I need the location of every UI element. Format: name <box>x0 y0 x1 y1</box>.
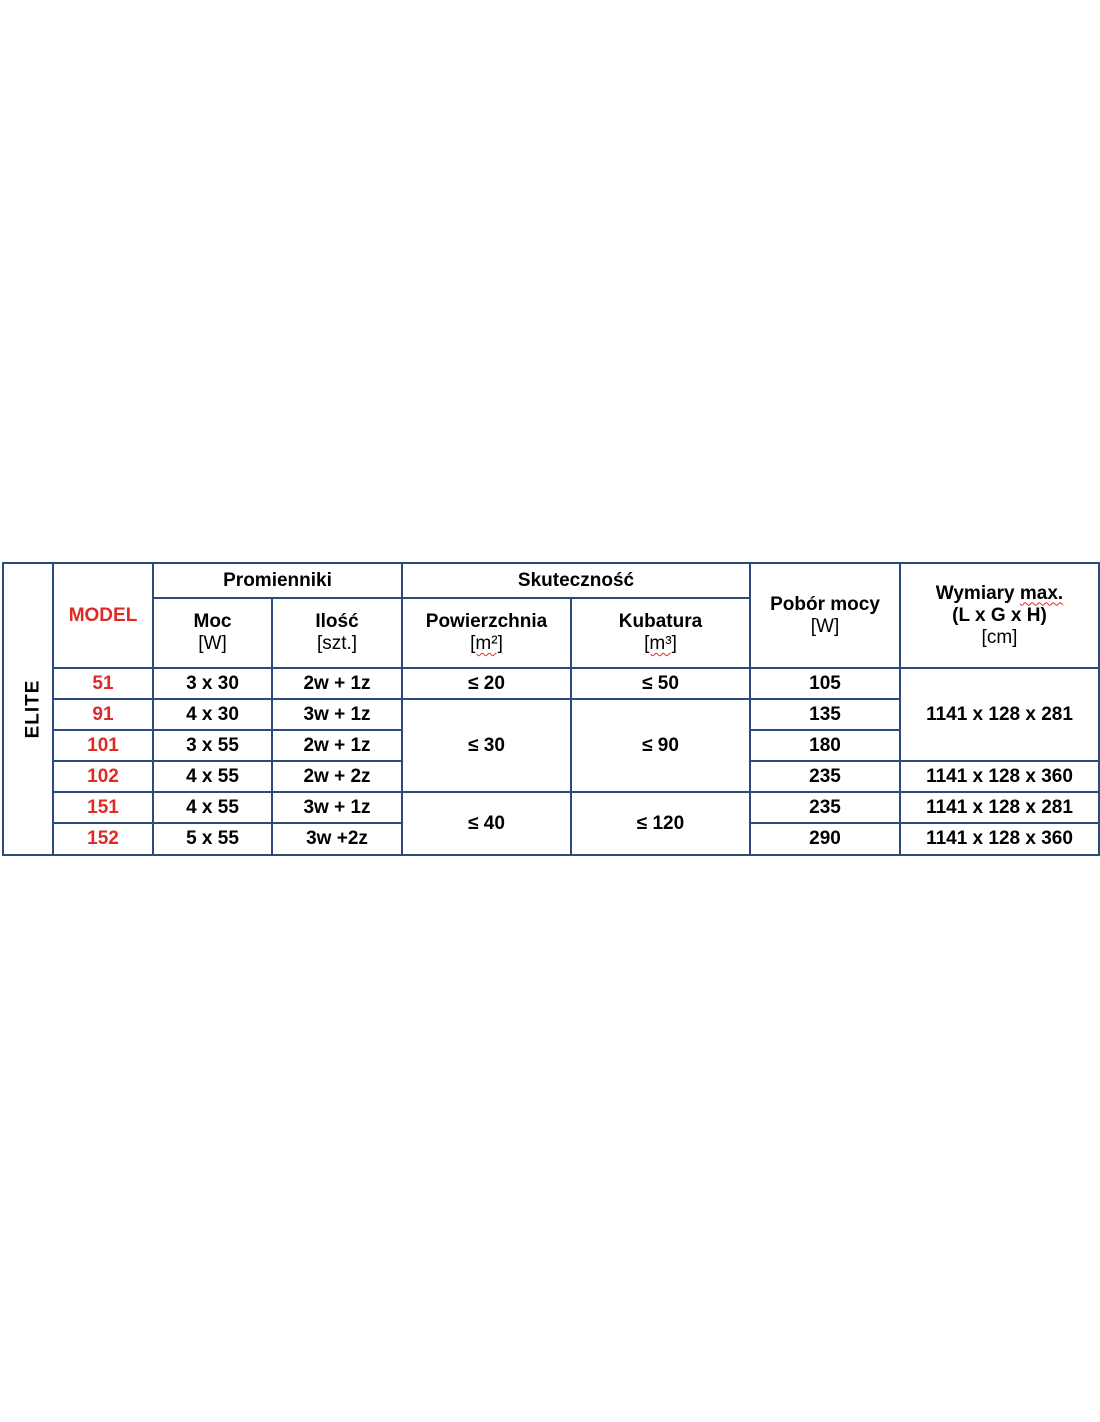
moc-header-unit: [W] <box>198 633 227 654</box>
promienniki-header: Promienniki <box>153 563 402 598</box>
model-cell: 152 <box>53 823 153 855</box>
pobor-header-unit: [W] <box>810 615 840 637</box>
moc-header-name: Moc <box>193 611 232 632</box>
elite-spec-table-wrapper <box>2 562 1098 856</box>
model-header: MODEL <box>68 604 138 626</box>
ilosc-header-name: Ilość <box>315 611 359 632</box>
powierzchnia-header-cell <box>402 598 571 668</box>
pobor-cell: 135 <box>750 699 900 730</box>
kubatura-cell: ≤ 90 <box>571 699 750 792</box>
powierzchnia-header-name: Powierzchnia <box>425 611 548 632</box>
wymiary-header-unit: [cm] <box>981 626 1018 648</box>
ilosc-cell: 3w +2z <box>272 823 402 855</box>
model-cell: 51 <box>53 668 153 699</box>
model-header-cell <box>53 563 153 668</box>
ilosc-cell: 3w + 1z <box>272 699 402 730</box>
moc-cell: 4 x 30 <box>153 699 272 730</box>
ilosc-cell: 2w + 1z <box>272 730 402 761</box>
powierzchnia-cell: ≤ 20 <box>402 668 571 699</box>
powierzchnia-cell: ≤ 30 <box>402 699 571 792</box>
wymiary-header-cell <box>900 563 1099 668</box>
moc-cell: 3 x 30 <box>153 668 272 699</box>
wymiary-cell: 1141 x 128 x 281 <box>900 668 1099 761</box>
moc-cell: 5 x 55 <box>153 823 272 855</box>
table-row <box>3 792 1099 823</box>
header-row-1 <box>3 563 1099 598</box>
skutecznosc-header: Skuteczność <box>402 563 750 598</box>
wymiary-header-name: Wymiary max. <box>935 582 1064 604</box>
model-cell: 102 <box>53 761 153 792</box>
kubatura-header-unit: [m³] <box>644 633 677 654</box>
series-label-cell <box>3 563 53 855</box>
ilosc-header-unit: [szt.] <box>316 633 358 654</box>
powierzchnia-cell: ≤ 40 <box>402 792 571 855</box>
wymiary-cell: 1141 x 128 x 360 <box>900 761 1099 792</box>
wymiary-header-sub: (L x G x H) <box>952 604 1047 626</box>
ilosc-cell: 2w + 1z <box>272 668 402 699</box>
moc-cell: 4 x 55 <box>153 761 272 792</box>
pobor-cell: 180 <box>750 730 900 761</box>
ilosc-header-cell <box>272 598 402 668</box>
series-label: ELITE <box>22 679 44 739</box>
table-row <box>3 668 1099 699</box>
model-cell: 91 <box>53 699 153 730</box>
kubatura-header-name: Kubatura <box>618 611 703 632</box>
model-cell: 101 <box>53 730 153 761</box>
wymiary-cell: 1141 x 128 x 360 <box>900 823 1099 855</box>
pobor-cell: 105 <box>750 668 900 699</box>
moc-cell: 3 x 55 <box>153 730 272 761</box>
kubatura-cell: ≤ 50 <box>571 668 750 699</box>
pobor-header-cell <box>750 563 900 668</box>
moc-cell: 4 x 55 <box>153 792 272 823</box>
wymiary-header-max: max. <box>1019 582 1064 604</box>
kubatura-header-cell <box>571 598 750 668</box>
model-cell: 151 <box>53 792 153 823</box>
pobor-cell: 235 <box>750 792 900 823</box>
pobor-cell: 235 <box>750 761 900 792</box>
moc-header-cell <box>153 598 272 668</box>
kubatura-cell: ≤ 120 <box>571 792 750 855</box>
pobor-header-name: Pobór mocy <box>770 593 880 615</box>
pobor-cell: 290 <box>750 823 900 855</box>
elite-spec-table <box>2 562 1100 856</box>
wymiary-cell: 1141 x 128 x 281 <box>900 792 1099 823</box>
ilosc-cell: 2w + 2z <box>272 761 402 792</box>
ilosc-cell: 3w + 1z <box>272 792 402 823</box>
powierzchnia-header-unit: [m²] <box>470 633 503 654</box>
